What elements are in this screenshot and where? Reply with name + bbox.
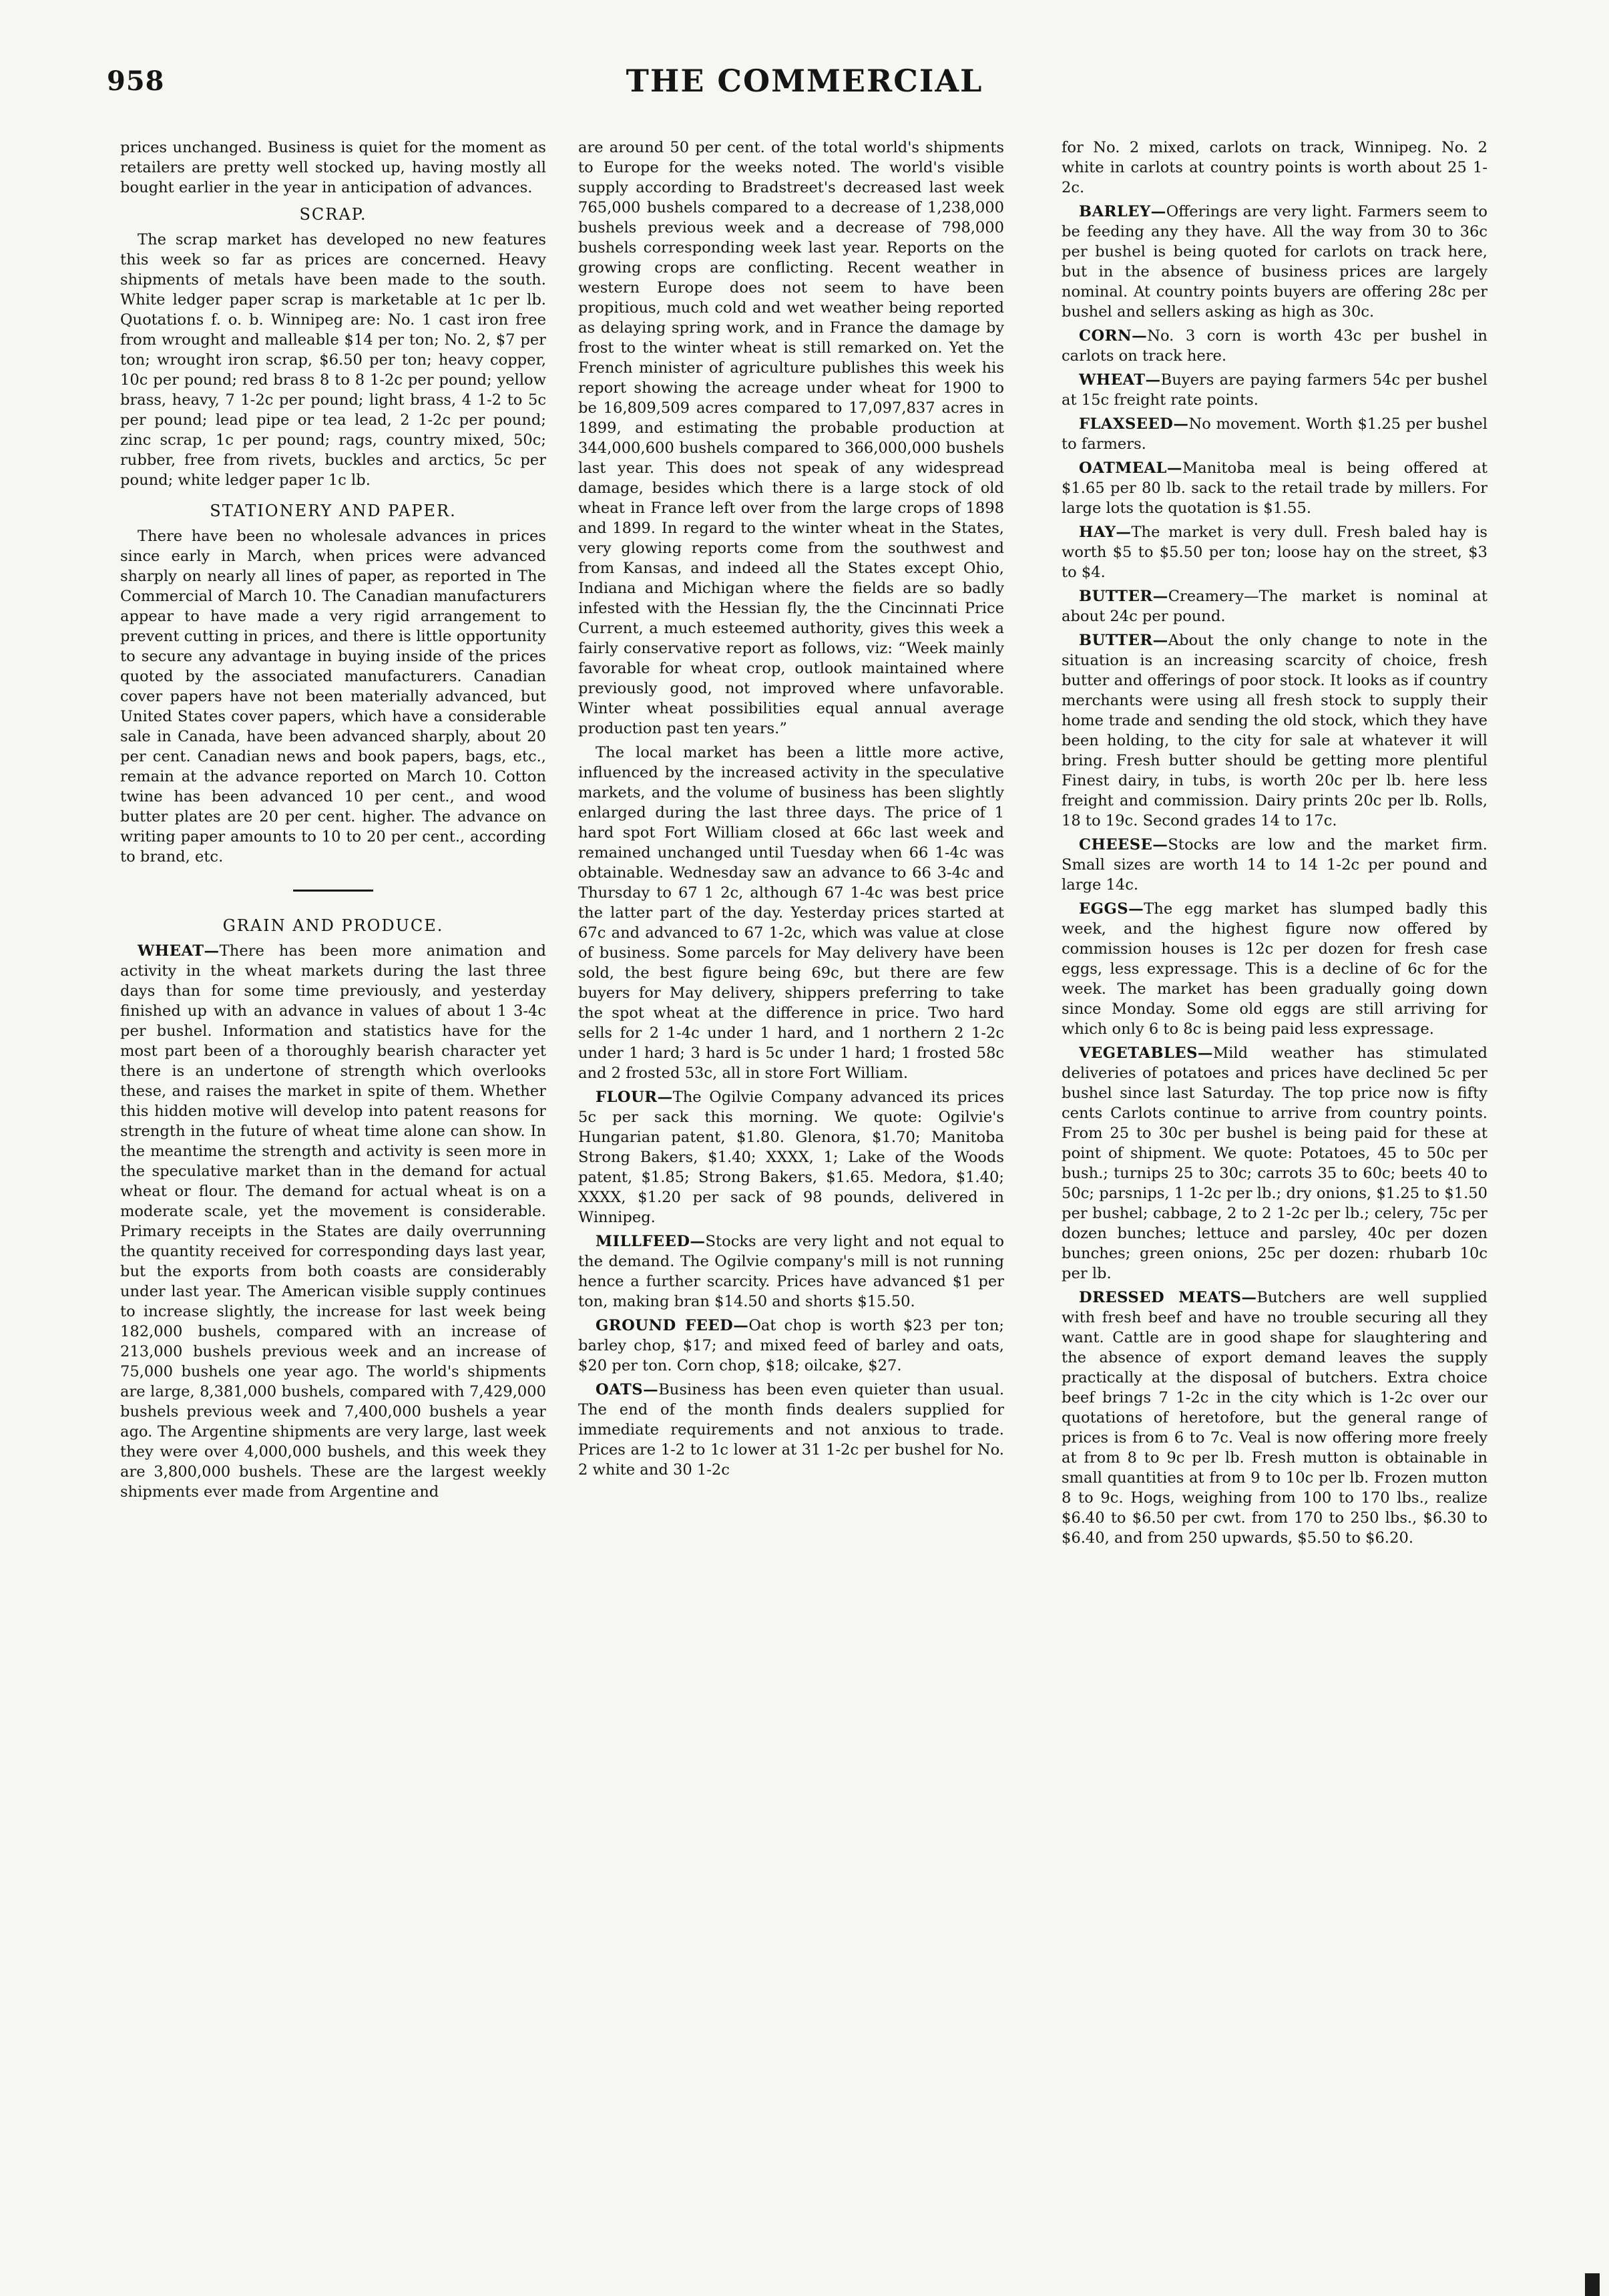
- paragraph-text: There have been no wholesale advances in prices since early in March, when prices were advanced sharply on nearly all lines of paper, as reported in The Commercial of March 10. The Canadian manufacturers appear to have made a very rigid arrangement to prevent cutting in prices, and there is little opportunity to secure any advantage in buying inside of the prices quoted by the associated manufacturers. Canadian cover papers have not been materially advanced, but United States cover papers, which have a considerable sale in Canada, have been advanced sharply, about 20 per cent. Canadian news and book papers, bags, etc., remain at the advance reported on March 10. Cotton twine has been advanced 10 per cent., and wood butter plates are 20 per cent. higher. The advance on writing paper amounts to 10 to 20 per cent., according to brand, etc.: [120, 528, 546, 866]
- article-paragraph: [578, 1380, 1004, 1480]
- article-paragraph: [1062, 586, 1487, 626]
- paragraph-lead-in: WHEAT—: [138, 942, 220, 960]
- paragraph-text: Creamery—The market is nominal at about 24c per pound.: [1062, 588, 1487, 625]
- paragraph-text: About the only change to note in the situation is an increasing scarcity of choice, fresh butter and offerings of poor stock. It looks as if country merchants were using all fresh stock to supply their home trade and sending the old stock, which they have been holding, to the city for sale at whatever it will bring. Fresh butter should be getting more plentiful Finest dairy, in tubs, is worth 20c per lb. here less freight and commission. Dairy prints 20c per lb. Rolls, 18 to 19c. Second grades 14 to 17c.: [1062, 632, 1487, 829]
- article-paragraph: [1062, 899, 1487, 1039]
- paragraph-text: Mild weather has stimulated deliveries of potatoes and prices have declined 5c per bushel since last Saturday. The top price now is fifty cents Carlots continue to arrive from country points. From 25 to 30c per bushel is being paid for these at point of shipment. We quote: Potatoes, 45 to 50c per bush.; turnips 25 to 30c; carrots 35 to 60c; beets 40 to 50c; parsnips, 1 1-2c per lb.; dry onions, $1.25 to $1.50 per bushel; cabbage, 2 to 2 1-2c per lb.; celery, 75c per dozen bunches; lettuce and parsley, 40c per dozen bunches; green onions, 25c per dozen: rhubarb 10c per lb.: [1062, 1044, 1487, 1282]
- paragraph-lead-in: EGGS—: [1079, 900, 1144, 918]
- paragraph-text: Business has been even quieter than usual. The end of the month finds dealers supplied for immediate requirements and not anxious to trade. Prices are 1-2 to 1c lower at 31 1-2c per bushel for No. 2 white and 30 1-2c: [578, 1381, 1004, 1479]
- article-paragraph: [578, 1087, 1004, 1227]
- paragraph-lead-in: VEGETABLES—: [1079, 1044, 1213, 1062]
- section-heading: GRAIN AND PRODUCE.: [222, 916, 444, 935]
- paragraph-lead-in: MILLFEED—: [596, 1233, 706, 1250]
- article-paragraph: [120, 941, 546, 1502]
- page-corner-mark: [1585, 2273, 1600, 2296]
- article-paragraph: [1062, 202, 1487, 322]
- paragraph-lead-in: GROUND FEED—: [596, 1317, 749, 1334]
- paragraph-lead-in: CHEESE—: [1079, 836, 1168, 853]
- paragraph-text: Butchers are well supplied with fresh beef and have no trouble securing all they want. Cattle are in good shape for slaughtering and the absence of export demand leaves the supply practically at the disposal of butchers. Extra choice beef brings 7 1-2c in the city which is 1-2c over our quotations of heretofore, but the general range of prices is from 6 to 7c. Veal is now offering more freely at from 8 to 9c per lb. Fresh mutton is obtainable in small quantities at from 9 to 10c per lb. Frozen mutton 8 to 9c. Hogs, weighing from 100 to 170 lbs., realize $6.40 to $6.50 per cwt. from 170 to 250 lbs., $6.30 to $6.40, and from 250 upwards, $5.50 to $6.20.: [1062, 1289, 1487, 1547]
- paragraph-text: The scrap market has developed no new features this week so far as prices are concerned. Heavy shipments of metals have been made to the south. White ledger paper scrap is marketable at 1c per lb. Quotations f. o. b. Winnipeg are: No. 1 cast iron free from wrought and malleable $14 per ton; No. 2, $7 per ton; wrought iron scrap, $6.50 per ton; heavy copper, 10c per pound; red brass 8 to 8 1-2c per pound; yellow brass, heavy, 7 1-2c per pound; light brass, 4 1-2 to 5c per pound; lead pipe or tea lead, 2 1-2c per pound; zinc scrap, 1c per pound; rags, country mixed, 50c; rubber, free from rivets, buckles and arctics, 5c per pound; white ledger paper 1c lb.: [120, 231, 546, 489]
- article-paragraph: [578, 138, 1004, 739]
- paragraph-text: The market is very dull. Fresh baled hay is worth $5 to $5.50 per ton; loose hay on the street, $3 to $4.: [1062, 524, 1487, 581]
- paragraph-lead-in: BARLEY—: [1079, 203, 1166, 220]
- page-number: 958: [107, 65, 165, 97]
- paragraph-lead-in: FLAXSEED—: [1079, 415, 1189, 433]
- article-paragraph: [120, 526, 546, 867]
- section-divider: [293, 890, 373, 892]
- paragraph-lead-in: OATMEAL—: [1079, 459, 1183, 477]
- paragraph-text: The Ogilvie Company advanced its prices 5c per sack this morning. We quote: Ogilvie's Hungarian patent, $1.80. Glenora, $1.70; Manitoba Strong Bakers, $1.40; XXXX, 1; Lake of the Woods patent, $1.85; Strong Bakers, $1.65. Medora, $1.40; XXXX, $1.20 per sack of 98 pounds, delivered in Winnipeg.: [578, 1089, 1004, 1226]
- paragraph-text: Manitoba meal is being offered at $1.65 per 80 lb. sack to the retail trade by millers. For large lots the quotation is $1.55.: [1062, 459, 1487, 517]
- article-paragraph: [1062, 1288, 1487, 1548]
- section-heading: SCRAP.: [299, 205, 367, 224]
- paragraph-lead-in: WHEAT—: [1079, 371, 1161, 389]
- paragraph-lead-in: FLOUR—: [596, 1089, 673, 1106]
- article-paragraph: [1062, 138, 1487, 198]
- paragraph-lead-in: OATS—: [596, 1381, 659, 1398]
- article-paragraph: [1062, 835, 1487, 895]
- paragraph-text: Stocks are low and the market firm. Small sizes are worth 14 to 14 1-2c per pound and large 14c.: [1062, 836, 1487, 894]
- paragraph-lead-in: DRESSED MEATS—: [1079, 1289, 1257, 1306]
- paragraph-text: No movement. Worth $1.25 per bushel to farmers.: [1062, 415, 1487, 453]
- paragraph-text: for No. 2 mixed, carlots on track, Winnipeg. No. 2 white in carlots at country points is worth about 25 1-2c.: [1062, 139, 1487, 196]
- article-paragraph: [1062, 522, 1487, 582]
- paragraph-text: are around 50 per cent. of the total world's shipments to Europe for the weeks noted. The world's visible supply according to Bradstreet's decreased last week 765,000 bushels compared to a decrease of 1,238,000 bushels previous week and a decrease of 798,000 bushels corresponding week last year. Reports on the growing crops are conflicting. Recent weather in western Europe does not seem to have been propitious, much cold and wet weather being reported as delaying spring work, and in France the damage by frost to the winter wheat is still remarked on. Yet the French minister of agriculture publishes this week his report showing the acreage under wheat for 1900 to be 16,809,509 acres compared to 17,097,837 acres in 1899, and estimating the probable production at 344,000,600 bushels compared to 366,000,000 bushels last year. This does not speak of any widespread damage, besides which there is a large stock of old wheat in France left over from the large crops of 1898 and 1899. In regard to the winter wheat in the States, very glowing reports come from the southwest and from Kansas, and indeed all the States except Ohio, Indiana and Michigan where the fields are so badly infested with the Hessian fly, the the Cincinnati Price Current, a much esteemed authority, gives this week a fairly conservative report as follows, viz: “Week mainly favorable for wheat crop, outlook maintained where previously good, not improved where unfavorable. Winter wheat possibilities equal annual average production past ten years.”: [578, 139, 1004, 737]
- article-column-1: [120, 138, 546, 2261]
- paragraph-text: Offerings are very light. Farmers seem to be feeding any they have. All the way from 30 to 36c per bushel is being quoted for carlots on track here, but in the absence of business prices are largely nominal. At country points buyers are offering 28c per bushel and sellers asking as high as 30c.: [1062, 203, 1487, 321]
- paragraph-lead-in: BUTTER—: [1079, 588, 1168, 605]
- article-paragraph: [578, 1316, 1004, 1376]
- paragraph-text: Stocks are very light and not equal to the demand. The Ogilvie company's mill is not running hence a further scarcity. Prices have advanced $1 per ton, making bran $14.50 and shorts $15.50.: [578, 1233, 1004, 1310]
- article-paragraph: [578, 1231, 1004, 1312]
- article-paragraph: [1062, 458, 1487, 518]
- paragraph-text: Oat chop is worth $23 per ton; barley chop, $17; and mixed feed of barley and oats, $20 per ton. Corn chop, $18; oilcake, $27.: [578, 1317, 1004, 1374]
- paragraph-text: The egg market has slumped badly this week, and the highest figure now offered by commission houses is 12c per dozen for fresh case eggs, less expressage. This is a decline of 6c for the week. The market has been gradually going down since Monday. Some old eggs are still arriving for which only 6 to 8c is being paid less expressage.: [1062, 900, 1487, 1038]
- paragraph-lead-in: HAY—: [1079, 524, 1132, 541]
- article-paragraph: [120, 230, 546, 490]
- paragraph-lead-in: CORN—: [1079, 327, 1148, 345]
- section-heading: STATIONERY AND PAPER.: [210, 502, 457, 520]
- paragraph-text: The local market has been a little more active, influenced by the increased activity in the speculative markets, and the volume of business has been slightly enlarged during the last three days. The price of 1 hard spot Fort William closed at 66c last week and remained unchanged until Tuesday when 66 1-4c was obtainable. Wednesday saw an advance to 66 3-4c and Thursday to 67 1 2c, although 67 1-4c was best price the latter part of the day. Yesterday prices started at 67c and advanced to 67 1-2c, which was value at close of business. Some parcels for May delivery have been sold, the best figure being 69c, but there are few buyers for May delivery, shippers preferring to take the spot wheat at the difference in price. Two hard sells for 2 1-4c under 1 hard, and 1 northern 2 1-2c under 1 hard; 3 hard is 5c under 1 hard; 1 frosted 58c and 2 frosted 53c, all in store Fort William.: [578, 744, 1004, 1082]
- article-paragraph: [120, 138, 546, 198]
- paragraph-lead-in: BUTTER—: [1079, 632, 1168, 649]
- article-paragraph: [1062, 370, 1487, 410]
- paragraph-text: No. 3 corn is worth 43c per bushel in carlots on track here.: [1062, 327, 1487, 365]
- article-column-3: [1062, 138, 1487, 2261]
- article-column-2: [578, 138, 1004, 2261]
- paragraph-text: There has been more animation and activity in the wheat markets during the last three days than for some time previously, and yesterday finished up with an advance in values of about 1 3-4c per bushel. Information and statistics have for the most part been of a thoroughly bearish character yet there is an undertone of strength which overlooks these, and raises the market in spite of them. Whether this hidden motive will develop into patent reasons for strength in the future of wheat time alone can show. In the meantime the strength and activity is seen more in the speculative market than in the demand for actual wheat or flour. The demand for actual wheat is on a moderate scale, yet the movement is considerable. Primary receipts in the States are daily overrunning the quantity received for corresponding days last year, but the exports from both coasts are considerably under last year. The American visible supply continues to increase slightly, the increase for last week being 182,000 bushels, compared with an increase of 213,000 bushels previous week and an increase of 75,000 bushels one year ago. The world's shipments are large, 8,381,000 bushels, compared with 7,429,000 bushels previous week and 7,400,000 bushels a year ago. The Argentine shipments are very large, last week they were over 4,000,000 bushels, and this week they are 3,800,000 bushels. These are the largest weekly shipments ever made from Argentine and: [120, 942, 546, 1501]
- article-paragraph: [1062, 326, 1487, 366]
- paragraph-text: Buyers are paying farmers 54c per bushel at 15c freight rate points.: [1062, 371, 1487, 409]
- article-paragraph: [1062, 414, 1487, 454]
- paragraph-text: prices unchanged. Business is quiet for the moment as retailers are pretty well stocked up, having mostly all bought earlier in the year in anticipation of advances.: [120, 139, 546, 196]
- article-paragraph: [1062, 630, 1487, 831]
- publication-title: THE COMMERCIAL: [626, 63, 983, 99]
- article-paragraph: [1062, 1043, 1487, 1284]
- article-paragraph: [578, 743, 1004, 1083]
